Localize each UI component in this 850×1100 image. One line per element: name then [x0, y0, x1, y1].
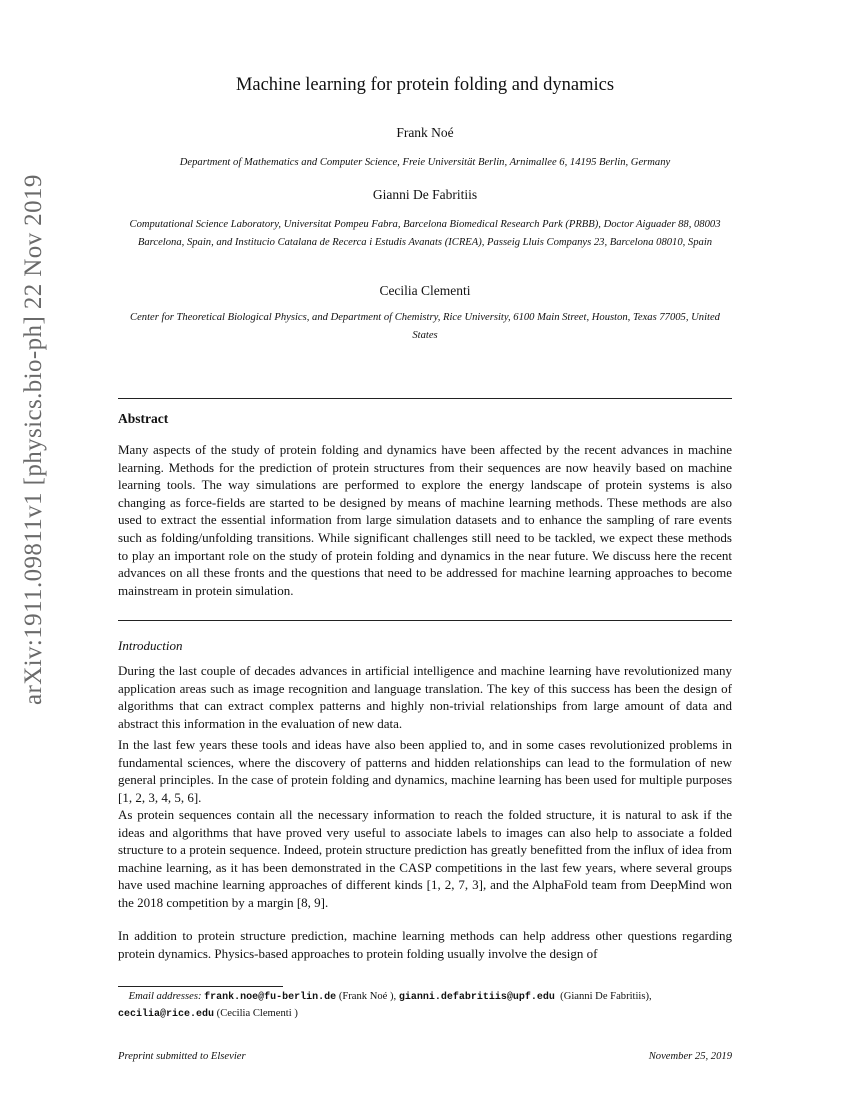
abstract-text: Many aspects of the study of protein folding and dynamics have been affected by the recent advances in machine learning. Methods for the prediction of protein structures from their sequences are now heavily based on machine learning tools. The way simulations are performed to explore the energy landscape of protein systems is also changing as force-fields are started to be designed by means of machine learning methods. These methods are also used to extract the essential information from large simulation datasets and to enhance the sampling of rare events such as folding/unfolding transitions. While significant challenges still need to be tackled, we expect these methods to play an important role on the study of protein folding and dynamics in the near future. We discuss here the recent advances on all these fronts and the questions that need to be addressed for machine learning approaches to become mainstream in protein simulation. — [118, 442, 732, 598]
email-link[interactable]: frank.noe@fu-berlin.de — [204, 992, 337, 1003]
footer-date: November 25, 2019 — [648, 1051, 732, 1062]
author-affiliation: Center for Theoretical Biological Physics, and Department of Chemistry, Rice University, 6100 Main Street, Houston, Texas 77005, United States — [130, 312, 720, 341]
author-affiliation: Department of Mathematics and Computer Science, Freie Universität Berlin, Arnimallee 6, 14195 Berlin, Germany — [179, 157, 671, 168]
paragraph: During the last couple of decades advances in artificial intelligence and machine learning have revolutionized many application areas such as image recognition and language translation. The key of this success has been the design of algorithms that can extract complex patterns and highly non-trivial relationships from large amount of data and abstract this information in the evaluation of new data. — [118, 663, 732, 731]
footnote-label: Email addresses: — [128, 991, 202, 1002]
author-affiliation: Computational Science Laboratory, Universitat Pompeu Fabra, Barcelona Biomedical Research Park (PRBB), Doctor Aiguader 88, 08003 Barcelona, Spain, and Institucio Catalana de Recerca i Estudis Avanats (ICREA), Passeig Lluis Companys 23, Barcelona 08010, Spain — [129, 219, 721, 248]
footnote-rule — [118, 986, 283, 987]
paragraph: In addition to protein structure prediction, machine learning methods can help address other questions regarding protein dynamics. Physics-based approaches to protein folding usually involve the design of — [118, 928, 732, 961]
footer-preprint: Preprint submitted to Elsevier — [118, 1051, 246, 1062]
email-owner: (Frank Noé ), — [338, 991, 397, 1002]
author-name: Frank Noé — [396, 125, 454, 140]
abstract-heading: Abstract — [118, 411, 169, 426]
email-link[interactable]: gianni.defabritiis@upf.edu — [398, 992, 555, 1003]
email-owner: (Gianni De Fabritiis), — [560, 991, 652, 1002]
paper-title: Machine learning for protein folding and dynamics — [235, 75, 615, 95]
abstract-top-rule — [118, 398, 732, 399]
abstract-bottom-rule — [118, 620, 732, 621]
footnote-emails — [118, 989, 732, 1023]
paragraph: In the last few years these tools and ideas have also been applied to, and in some cases revolutionized problems in fundamental sciences, where the discovery of patterns and hidden relationships can lead to the formulation of new general principles. In the case of protein folding and dynamics, machine learning has been used for multiple purposes [1, 2, 3, 4, 5, 6]. — [118, 737, 732, 805]
email-owner: (Cecilia Clementi ) — [216, 1008, 298, 1019]
section-heading: Introduction — [118, 638, 183, 653]
author-name: Cecilia Clementi — [379, 283, 471, 298]
arxiv-identifier: arXiv:1911.09811v1 [physics.bio-ph] 22 Nov 2019 — [20, 174, 47, 705]
email-link[interactable]: cecilia@rice.edu — [118, 1009, 215, 1020]
author-name: Gianni De Fabritiis — [372, 187, 478, 202]
paragraph: As protein sequences contain all the necessary information to reach the folded structure, it is natural to ask if the ideas and algorithms that have proved very useful to associate labels to images can also help to associate a folded structure to a protein sequence. Indeed, protein structure prediction has greatly benefitted from the influx of idea from machine learning, as it has been demonstrated in the CASP competitions in the last few years, where several groups have used machine learning approaches of different kinds [1, 2, 7, 3], and the AlphaFold team from DeepMind won the 2018 competition by a margin [8, 9]. — [118, 807, 732, 910]
